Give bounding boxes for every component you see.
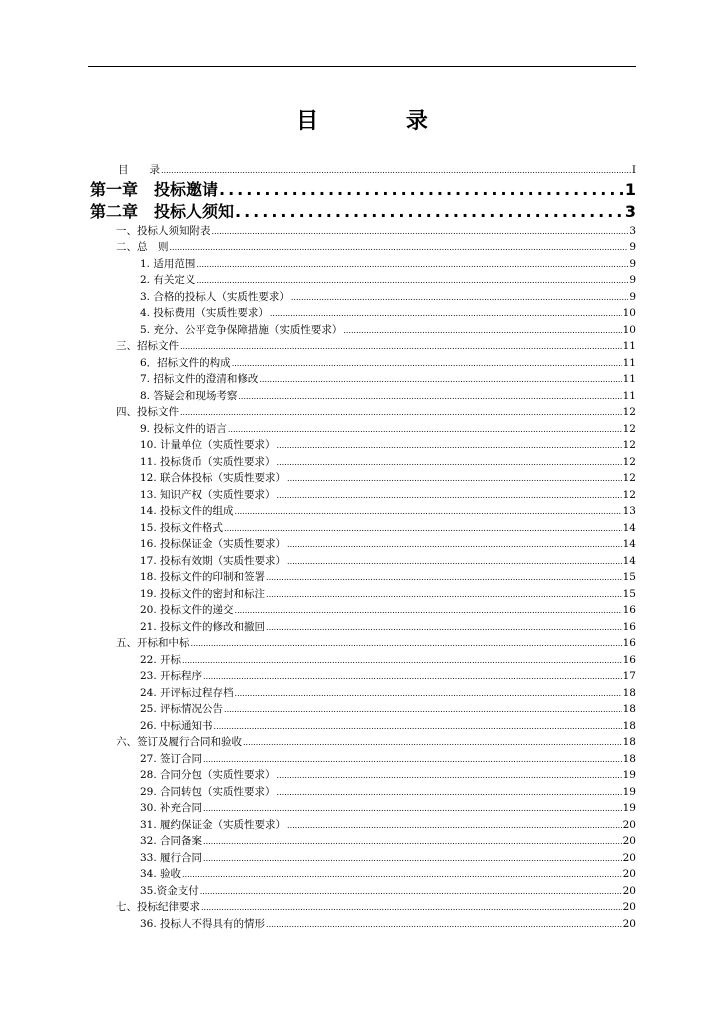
- toc-leader-dots: [200, 884, 622, 901]
- toc-leader-dots: [277, 488, 622, 505]
- toc-entry-title: 目 录: [118, 164, 160, 176]
- toc-leader-dots: [214, 719, 622, 736]
- toc-entry-title: 26. 中标通知书: [140, 719, 213, 732]
- toc-entry[interactable]: [140, 586, 636, 603]
- toc-entry[interactable]: [140, 718, 636, 735]
- toc-entry-title: 30. 补充合同: [140, 802, 203, 814]
- toc-page-number: 16: [622, 637, 636, 649]
- toc-entry[interactable]: [116, 223, 636, 240]
- toc-leader-dots: [235, 504, 622, 521]
- toc-entry-title: 36. 投标人不得具有的情形: [140, 917, 266, 930]
- toc-leader-dots: [277, 768, 622, 785]
- toc-entry[interactable]: [116, 734, 636, 751]
- toc-leader-dots: [238, 389, 621, 406]
- toc-leader-dots: [259, 372, 621, 389]
- toc-chapter-entry[interactable]: [90, 201, 636, 223]
- toc-leader-dots: [203, 669, 622, 686]
- toc-leader-dots: [201, 900, 622, 917]
- toc-entry[interactable]: [140, 437, 636, 454]
- toc-entry[interactable]: [140, 602, 636, 619]
- toc-page-number: 18: [622, 719, 636, 732]
- toc-leader-dots: [196, 273, 628, 290]
- toc-leader-dots: [270, 306, 622, 323]
- toc-entry[interactable]: [140, 536, 636, 553]
- toc-entry-title: 22. 开标: [140, 653, 182, 666]
- toc-page-number: 14: [622, 521, 636, 534]
- toc-page-number: 12: [622, 472, 636, 484]
- toc-entry-title: 16. 投标保证金（实质性要求）: [140, 538, 287, 550]
- toc-leader-dots: [228, 422, 622, 439]
- toc-entry-title: 2. 有关定义: [140, 274, 196, 286]
- toc-entry[interactable]: [140, 305, 636, 322]
- toc-entry-title: 31. 履约保证金（实质性要求）: [140, 818, 287, 831]
- toc-entry[interactable]: [140, 817, 636, 834]
- toc-entry[interactable]: [140, 487, 636, 504]
- toc-leader-dots: [224, 521, 622, 538]
- toc-page-number: 1: [624, 179, 636, 199]
- toc-entry[interactable]: [140, 833, 636, 850]
- toc-page-number: 20: [622, 868, 636, 880]
- toc-page-number: 3: [629, 224, 636, 237]
- toc-leader-dots: [203, 752, 622, 769]
- toc-entry[interactable]: [140, 503, 636, 520]
- toc-entry-title: 第一章 投标邀请: [90, 179, 219, 199]
- toc-entry[interactable]: [140, 289, 636, 306]
- toc-page-number: 20: [622, 901, 636, 913]
- toc-entry[interactable]: [140, 569, 636, 586]
- toc-leader-dots: [235, 686, 622, 703]
- toc-leader-dots: [266, 587, 622, 604]
- toc-entry-title: 28. 合同分包（实质性要求）: [140, 769, 276, 781]
- toc-leader-dots: [182, 867, 622, 884]
- toc-entry[interactable]: [140, 388, 636, 405]
- toc-leader-dots: [232, 356, 622, 373]
- toc-entry-title: 8. 答疑会和现场考察: [140, 389, 238, 402]
- header-rule: [88, 66, 636, 67]
- toc-entry[interactable]: [140, 800, 636, 817]
- toc-page-number: 19: [622, 785, 636, 798]
- toc-page-number: 12: [622, 406, 636, 418]
- toc-entry-title: 3. 合格的投标人（实质性要求）: [140, 290, 290, 303]
- toc-page-number: 11: [622, 373, 636, 385]
- toc-entry[interactable]: [140, 619, 636, 636]
- toc-page-number: 16: [622, 604, 636, 616]
- toc-leader-dots: [243, 735, 622, 752]
- toc-entry[interactable]: [140, 668, 636, 685]
- toc-entry-title: 6．招标文件的构成: [140, 356, 231, 369]
- toc-page-number: 3: [624, 201, 636, 221]
- toc-leader-dots: [266, 620, 622, 637]
- toc-entry-title: 33. 履行合同: [140, 851, 203, 864]
- toc-page-number: 13: [622, 505, 636, 517]
- toc-leader-dots: [287, 818, 622, 835]
- toc-page-number: 18: [622, 736, 636, 748]
- toc-leader-dots: [182, 653, 622, 670]
- toc-entry-title: 25. 评标情况公告: [140, 703, 224, 715]
- toc-page-number: 15: [622, 587, 636, 600]
- toc-leader-dots: [235, 201, 624, 223]
- toc-page-number: 9: [629, 290, 636, 303]
- toc-page-number: 14: [622, 538, 636, 550]
- toc-entry[interactable]: [116, 635, 636, 652]
- toc-leader-dots: [287, 471, 622, 488]
- toc-entry-title: 4. 投标费用（实质性要求）: [140, 307, 269, 319]
- toc-page-number: 12: [622, 455, 636, 468]
- toc-page-number: 12: [622, 439, 636, 451]
- toc-page-number: 12: [622, 488, 636, 501]
- toc-entry-title: 10. 计量单位（实质性要求）: [140, 439, 276, 451]
- toc-entry-title: 23. 开标程序: [140, 670, 203, 682]
- toc-page-number: 10: [622, 307, 636, 319]
- toc-leader-dots: [203, 834, 622, 851]
- toc-page-number: 14: [622, 554, 636, 567]
- toc-entry-title: 35.资金支付: [140, 884, 199, 897]
- toc-page-number: 15: [622, 571, 636, 583]
- toc-page-number: 9: [629, 274, 636, 286]
- toc-entry[interactable]: [140, 520, 636, 537]
- toc-leader-dots: [196, 257, 628, 274]
- toc-entry-title: 1. 适用范围: [140, 257, 196, 270]
- toc-leader-dots: [277, 455, 622, 472]
- toc-leader-dots: [203, 801, 622, 818]
- toc-page-number: 18: [622, 686, 636, 699]
- toc-entry-title: 18. 投标文件的印制和签署: [140, 571, 266, 583]
- toc-entry-title: 20. 投标文件的递交: [140, 604, 234, 616]
- toc-page-number: 17: [622, 670, 636, 682]
- toc-leader-dots: [287, 554, 622, 571]
- toc-leader-dots: [180, 339, 622, 356]
- toc-entry-title: 9. 投标文件的语言: [140, 422, 227, 435]
- toc-entry[interactable]: [140, 685, 636, 702]
- toc-page-number: 11: [622, 389, 636, 402]
- toc-leader-dots: [170, 240, 629, 257]
- toc-page-number: 10: [622, 323, 636, 336]
- toc-entry-title: 六、签订及履行合同和验收: [116, 736, 242, 748]
- toc-entry-title: 29. 合同转包（实质性要求）: [140, 785, 276, 798]
- toc-leader-dots: [287, 537, 622, 554]
- toc-entry-title: 7. 招标文件的澄清和修改: [140, 373, 259, 385]
- toc-entry[interactable]: [140, 784, 636, 801]
- toc-entry[interactable]: [118, 162, 636, 179]
- toc-entry[interactable]: [140, 553, 636, 570]
- toc-entry-title: 27. 签订合同: [140, 752, 203, 765]
- toc-entry[interactable]: [140, 866, 636, 883]
- toc-chapter-entry[interactable]: [90, 179, 636, 201]
- toc-leader-dots: [180, 405, 622, 422]
- toc-entry-title: 34. 验收: [140, 868, 182, 880]
- toc-entry-title: 13. 知识产权（实质性要求）: [140, 488, 276, 501]
- toc-entry-title: 14. 投标文件的组成: [140, 505, 234, 517]
- toc-entry-title: 15. 投标文件格式: [140, 521, 224, 534]
- toc-entry[interactable]: [140, 767, 636, 784]
- toc-entry[interactable]: [140, 272, 636, 289]
- toc-page-number: 11: [622, 340, 636, 352]
- toc-page-number: 20: [622, 884, 636, 897]
- toc-page-number: 19: [622, 802, 636, 814]
- toc-entry[interactable]: [140, 883, 636, 900]
- toc-entry[interactable]: [116, 899, 636, 916]
- toc-entry-title: 三、招标文件: [116, 340, 179, 352]
- toc-leader-dots: [343, 323, 621, 340]
- toc-leader-dots: [266, 570, 622, 587]
- toc-entry-title: 11. 投标货币（实质性要求）: [140, 455, 276, 468]
- toc-page-number: 20: [622, 818, 636, 831]
- toc-leader-dots: [219, 179, 624, 201]
- toc-page-number: 20: [622, 835, 636, 847]
- toc-entry[interactable]: [140, 701, 636, 718]
- toc-page-number: 20: [622, 851, 636, 864]
- toc-entry-title: 12. 联合体投标（实质性要求）: [140, 472, 287, 484]
- toc-entry[interactable]: [140, 652, 636, 669]
- toc-page-number: 9: [629, 241, 636, 253]
- toc-entry-title: 19. 投标文件的密封和标注: [140, 587, 266, 600]
- toc-page-number: I: [631, 164, 636, 176]
- toc-entry-title: 五、开标和中标: [116, 637, 190, 649]
- toc-entry[interactable]: [140, 421, 636, 438]
- toc-leader-dots: [277, 438, 622, 455]
- toc-page-number: 16: [622, 620, 636, 633]
- toc-leader-dots: [191, 636, 622, 653]
- toc-entry[interactable]: [140, 470, 636, 487]
- toc-entry-title: 32. 合同备案: [140, 835, 203, 847]
- toc-entry[interactable]: [140, 751, 636, 768]
- toc-title: 目 录: [296, 109, 468, 134]
- toc-entry[interactable]: [116, 404, 636, 421]
- toc-entry-title: 21. 投标文件的修改和撤回: [140, 620, 266, 633]
- toc-entry-title: 四、投标文件: [116, 406, 179, 418]
- toc-leader-dots: [212, 224, 629, 241]
- toc-entry-title: 5. 充分、公平竞争保障措施（实质性要求）: [140, 323, 343, 336]
- toc-entry-title: 第二章 投标人须知: [90, 201, 235, 221]
- toc-entry[interactable]: [140, 916, 636, 933]
- toc-entry-title: 一、投标人须知附表: [116, 224, 211, 237]
- toc-leader-dots: [235, 603, 622, 620]
- toc-leader-dots: [203, 851, 622, 868]
- toc-entry[interactable]: [140, 355, 636, 372]
- toc-page-number: 19: [622, 769, 636, 781]
- toc-leader-dots: [277, 785, 622, 802]
- toc-leader-dots: [224, 702, 622, 719]
- toc-leader-dots: [161, 163, 631, 180]
- toc-entry-title: 24. 开评标过程存档: [140, 686, 234, 699]
- toc-entry[interactable]: [140, 322, 636, 339]
- toc-page-number: 20: [622, 917, 636, 930]
- toc-entry-title: 17. 投标有效期（实质性要求）: [140, 554, 287, 567]
- toc-entry[interactable]: [140, 256, 636, 273]
- toc-entry[interactable]: [116, 239, 636, 256]
- toc-entry[interactable]: [140, 850, 636, 867]
- toc-page-number: 18: [622, 703, 636, 715]
- toc-page-number: 16: [622, 653, 636, 666]
- toc-page-number: 9: [629, 257, 636, 270]
- toc-entry-title: 七、投标纪律要求: [116, 901, 200, 913]
- toc-entry-title: 二、总 则: [116, 241, 169, 253]
- toc-leader-dots: [291, 290, 628, 307]
- toc-page-number: 12: [622, 422, 636, 435]
- toc-entry[interactable]: [140, 454, 636, 471]
- toc-leader-dots: [266, 917, 622, 934]
- toc-page-number: 18: [622, 752, 636, 765]
- toc-page-number: 11: [622, 356, 636, 369]
- toc-entry[interactable]: [140, 371, 636, 388]
- toc-entry[interactable]: [116, 338, 636, 355]
